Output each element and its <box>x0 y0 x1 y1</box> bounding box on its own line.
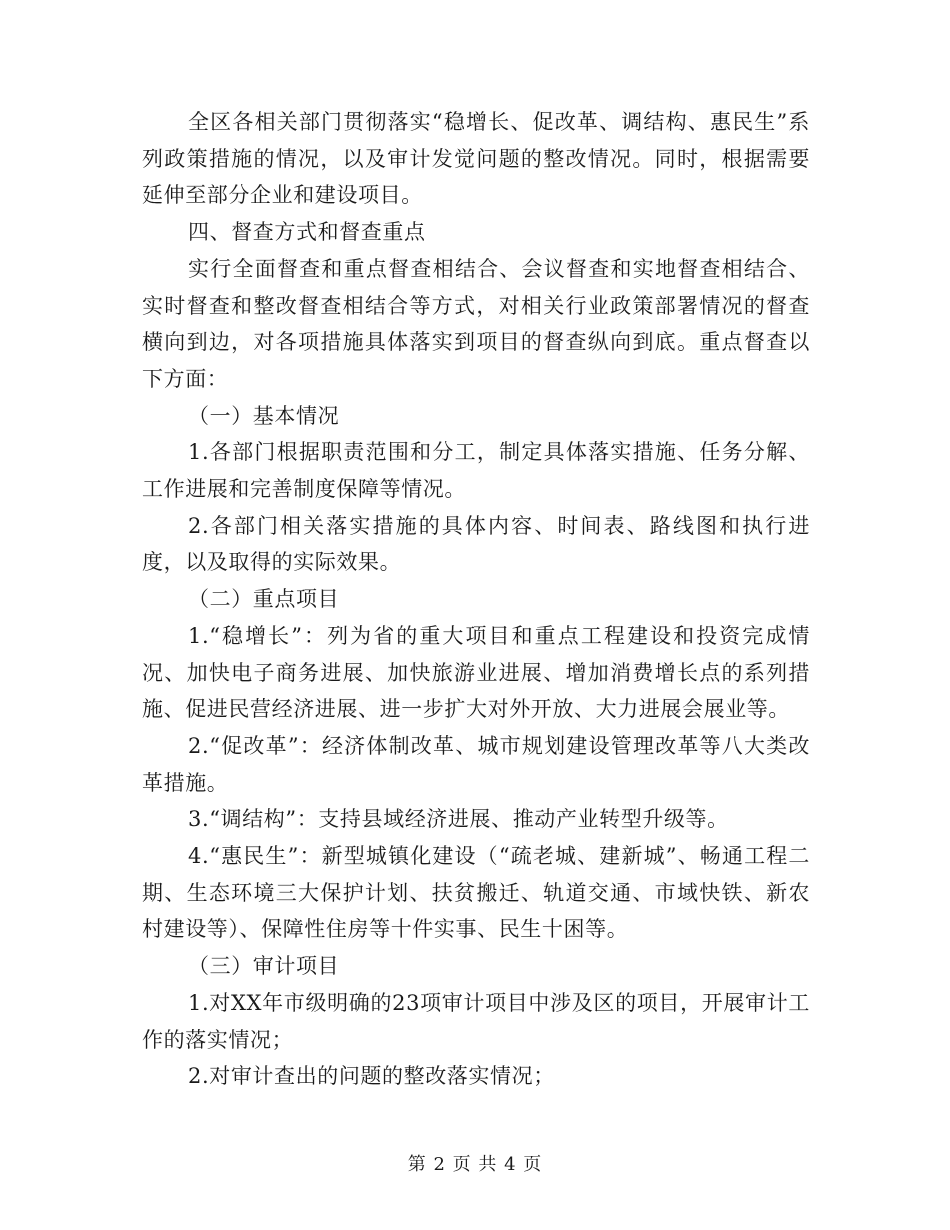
subheading-key-projects: （二）重点项目 <box>188 587 340 612</box>
list-item-audit-1: 1.对XX年市级明确的23项审计项目中涉及区的项目，开展审计工作的落实情况； <box>142 990 810 1052</box>
paragraph-scope: 全区各相关部门贯彻落实“稳增长、促改革、调结构、惠民生”系列政策措施的情况，以及审计发觉问题的整改情况。同时，根据需要延伸至部分企业和建设项目。 <box>142 110 810 208</box>
document-body <box>142 104 810 1095</box>
list-item-audit-2: 2.对审计查出的问题的整改落实情况； <box>188 1064 555 1089</box>
list-item-key-1: 1.“稳增长”：列为省的重大项目和重点工程建设和投资完成情况、加快电子商务进展、加快旅游业进展、增加消费增长点的系列措施、促进民营经济进展、进一步扩大对外开放、大力进展会展业等。 <box>142 623 810 722</box>
list-item-basic-2: 2.各部门相关落实措施的具体内容、时间表、路线图和执行进度，以及取得的实际效果。 <box>142 513 810 575</box>
list-item-key-3: 3.“调结构”：支持县域经济进展、推动产业转型升级等。 <box>188 807 729 832</box>
list-item-basic-1: 1.各部门根据职责范围和分工，制定具体落实措施、任务分解、工作进展和完善制度保障等情况。 <box>142 440 810 502</box>
subheading-basic-situation: （一）基本情况 <box>188 403 340 428</box>
list-item-key-2: 2.“促改革”：经济体制改革、城市规划建设管理改革等八大类改革措施。 <box>142 733 810 795</box>
page-number-footer: 第 2 页 共 4 页 <box>407 1154 543 1175</box>
section-heading-methods: 四、督查方式和督查重点 <box>188 220 426 245</box>
list-item-key-4: 4.“惠民生”：新型城镇化建设（“疏老城、建新城”、畅通工程二期、生态环境三大保护计划、扶贫搬迁、轨道交通、市域快铁、新农村建设等）、保障性住房等十件实事、民生十困等。 <box>142 844 810 942</box>
subheading-audit-projects: （三）审计项目 <box>188 954 340 979</box>
paragraph-methods: 实行全面督查和重点督查相结合、会议督查和实地督查相结合、实时督查和整改督查相结合等方式，对相关行业政策部署情况的督查横向到边，对各项措施具体落实到项目的督查纵向到底。重点督查以下方面： <box>142 256 810 391</box>
